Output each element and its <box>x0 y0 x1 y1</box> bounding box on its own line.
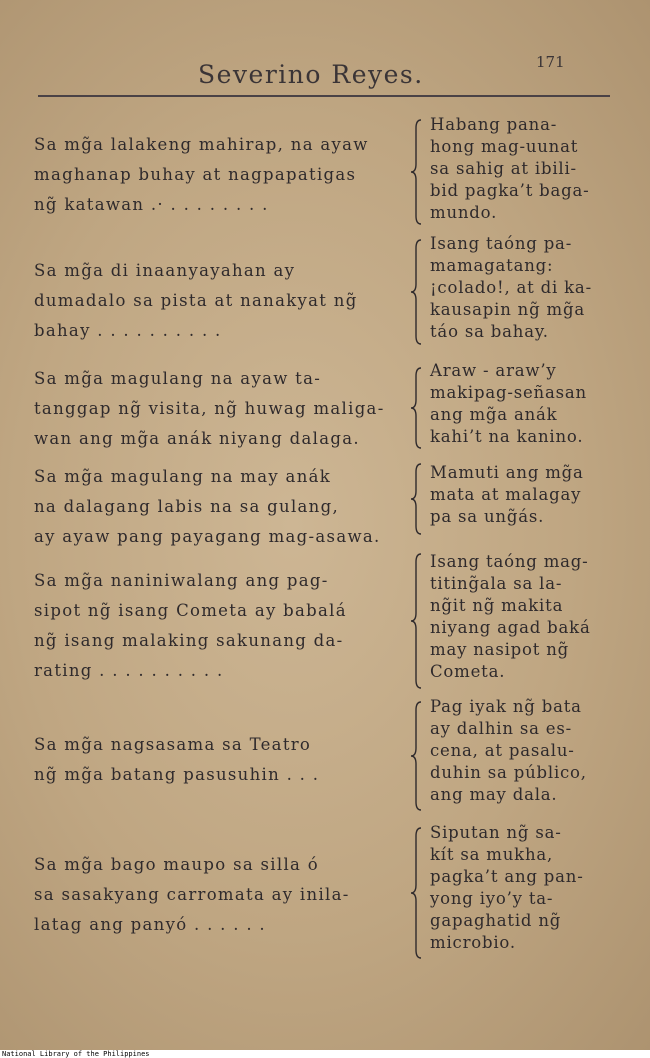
text-line: ng̃it ng̃ makita <box>430 596 564 615</box>
text-line: bid pagka’t baga- <box>430 181 590 200</box>
text-line: ang mg̃a anák <box>430 405 558 424</box>
text-line: yong iyo’y ta- <box>430 889 554 908</box>
text-line: Siputan ng̃ sa- <box>430 823 562 842</box>
text-line: Isang taóng mag- <box>430 552 589 571</box>
text-line: mamagatang: <box>430 256 554 275</box>
text-line: ng̃ katawan .· . . . . . . . . <box>34 195 269 214</box>
header-rule <box>38 95 610 97</box>
text-line: makipag-señasan <box>430 383 587 402</box>
text-line: ¡colado!, at di ka- <box>430 278 592 297</box>
curly-brace-icon <box>408 552 426 690</box>
text-line: microbio. <box>430 933 516 952</box>
text-line: Sa mg̃a lalakeng mahirap, na ayaw <box>34 135 369 154</box>
text-line: ng̃ mg̃a batang pasusuhin . . . <box>34 765 320 784</box>
stanza-condition <box>34 566 406 686</box>
stanza-condition <box>34 256 406 346</box>
text-line: wan ang mg̃a anák niyang dalaga. <box>34 429 360 448</box>
text-line: Pag iyak ng̃ bata <box>430 697 582 716</box>
stanza-remedy <box>430 233 616 343</box>
text-line: mundo. <box>430 203 498 222</box>
stanza-condition <box>34 850 406 940</box>
text-line: Mamuti ang mg̃a <box>430 463 584 482</box>
stanza-remedy <box>430 551 616 683</box>
stanza-condition <box>34 730 406 790</box>
text-line: pa sa ung̃ás. <box>430 507 545 526</box>
text-line: Habang pana- <box>430 115 558 134</box>
text-line: ay ayaw pang payagang mag-asawa. <box>34 527 381 546</box>
text-line: rating . . . . . . . . . . <box>34 661 224 680</box>
text-line: Araw - araw’y <box>430 361 557 380</box>
stanza-remedy <box>430 462 616 528</box>
stanza-remedy <box>430 114 616 224</box>
text-line: cena, at pasalu- <box>430 741 575 760</box>
text-line: Sa mg̃a magulang na ayaw ta- <box>34 369 322 388</box>
text-line: Sa mg̃a nagsasama sa Teatro <box>34 735 312 754</box>
stanza-remedy <box>430 360 616 448</box>
text-line: maghanap buhay at nagpapatigas <box>34 165 357 184</box>
text-line: sipot ng̃ isang Cometa ay babalá <box>34 601 347 620</box>
curly-brace-icon <box>408 462 426 536</box>
text-line: kausapin ng̃ mg̃a <box>430 300 585 319</box>
text-line: kít sa mukha, <box>430 845 554 864</box>
text-line: ay dalhin sa es- <box>430 719 573 738</box>
stanza-remedy <box>430 822 616 954</box>
text-line: pagka’t ang pan- <box>430 867 584 886</box>
text-line: na dalagang labis na sa gulang, <box>34 497 340 516</box>
text-line: kahi’t na kanino. <box>430 427 584 446</box>
text-line: Sa mg̃a magulang na may anák <box>34 467 332 486</box>
source-credit: National Library of the Philippines <box>2 1050 150 1058</box>
text-line: gapaghatid ng̃ <box>430 911 562 930</box>
text-line: hong mag-uunat <box>430 137 579 156</box>
text-line: Cometa. <box>430 662 506 681</box>
text-line: ng̃ isang malaking sakunang da- <box>34 631 344 650</box>
stanza-remedy <box>430 696 616 806</box>
text-line: niyang agad baká <box>430 618 591 637</box>
stanza-condition <box>34 130 406 220</box>
text-line: sa sasakyang carromata ay inila- <box>34 885 350 904</box>
text-line: dumadalo sa pista at nanakyat ng̃ <box>34 291 358 310</box>
curly-brace-icon <box>408 366 426 450</box>
running-title: Severino Reyes. <box>198 60 424 89</box>
text-line: titing̃ala sa la- <box>430 574 563 593</box>
text-line: sa sahig at ibili- <box>430 159 577 178</box>
text-line: may nasipot ng̃ <box>430 640 570 659</box>
text-line: Sa mg̃a bago maupo sa silla ó <box>34 855 319 874</box>
text-line: Isang taóng pa- <box>430 234 573 253</box>
page-number: 171 <box>536 53 565 71</box>
curly-brace-icon <box>408 826 426 960</box>
text-line: tanggap ng̃ visita, ng̃ huwag maliga- <box>34 399 385 418</box>
text-line: táo sa bahay. <box>430 322 549 341</box>
stanza-condition <box>34 364 406 454</box>
text-line: ang may dala. <box>430 785 558 804</box>
text-line: Sa mg̃a di inaanyayahan ay <box>34 261 296 280</box>
text-line: Sa mg̃a naniniwalang ang pag- <box>34 571 329 590</box>
stanza-condition <box>34 462 406 552</box>
curly-brace-icon <box>408 238 426 346</box>
text-line: duhin sa público, <box>430 763 587 782</box>
text-line: latag ang panyó . . . . . . <box>34 915 266 934</box>
text-line: bahay . . . . . . . . . . <box>34 321 222 340</box>
text-line: mata at malagay <box>430 485 582 504</box>
curly-brace-icon <box>408 118 426 226</box>
curly-brace-icon <box>408 700 426 812</box>
